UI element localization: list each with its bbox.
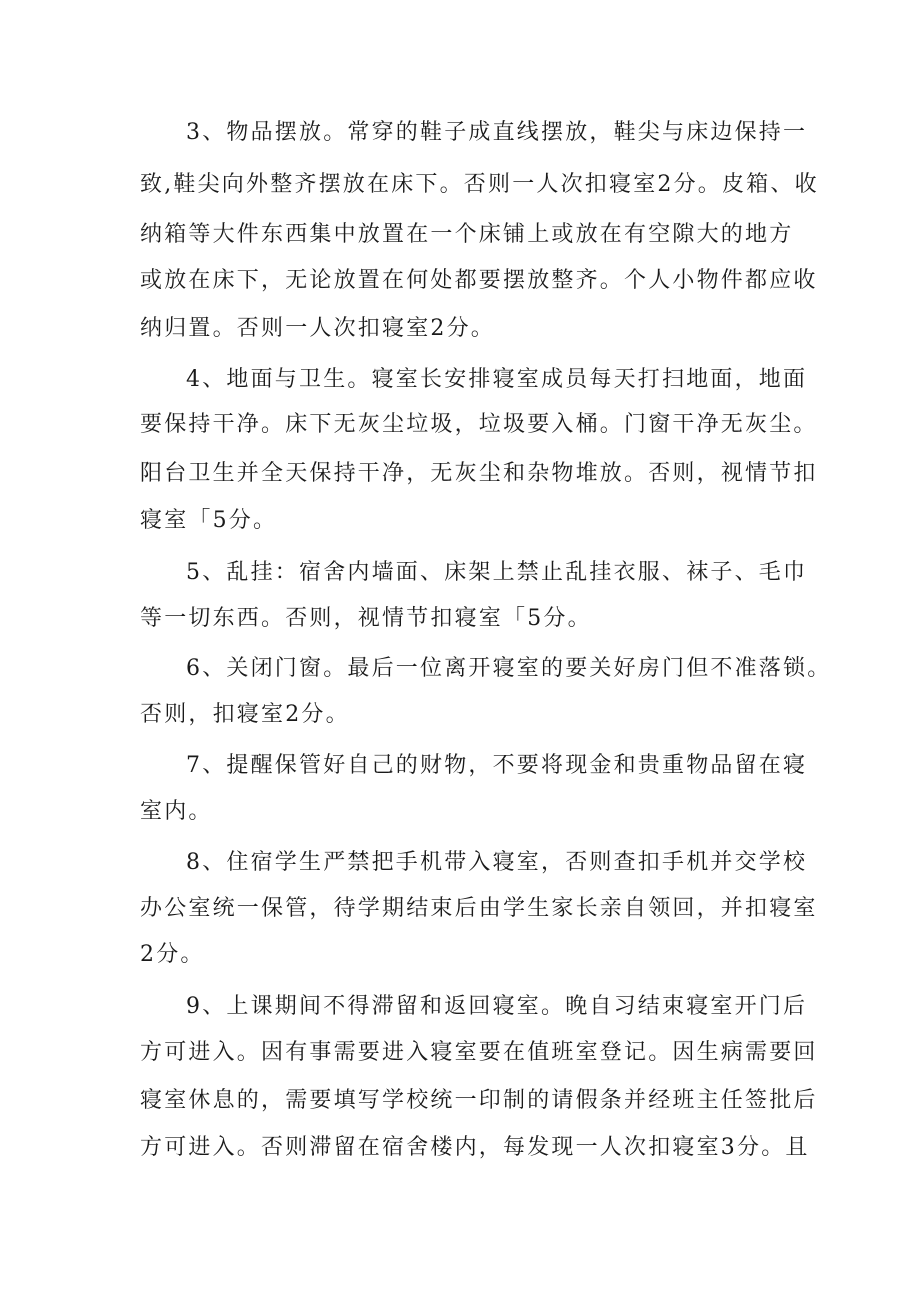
text-line: 否则，扣寝室2分。 bbox=[140, 702, 350, 727]
text-line: 办公室统一保管，待学期结束后由学生家长亲自领回，并扣寝室 bbox=[140, 896, 818, 921]
text-line: 7、提醒保管好自己的财物，不要将现金和贵重物品留在寝 bbox=[186, 753, 808, 778]
text-line: 等一切东西。否则，视情节扣寝室「5分。 bbox=[140, 606, 592, 631]
text-line: 致,鞋尖向外整齐摆放在床下。否则一人次扣寝室2分。皮箱、收 bbox=[140, 172, 819, 197]
text-line: 要保持干净。床下无灰尘垃圾，垃圾要入桶。门窗干净无灰尘。 bbox=[140, 412, 818, 437]
text-line: 8、住宿学生严禁把手机带入寝室，否则查扣手机并交学校 bbox=[186, 850, 808, 875]
text-line: 阳台卫生并全天保持干净，无灰尘和杂物堆放。否则，视情节扣 bbox=[140, 461, 818, 486]
text-line: 室内。 bbox=[140, 799, 213, 824]
text-line: 纳归置。否则一人次扣寝室2分。 bbox=[140, 316, 495, 341]
text-line: 或放在床下，无论放置在何处都要摆放整齐。个人小物件都应收 bbox=[140, 268, 818, 293]
text-line: 寝室「5分。 bbox=[140, 508, 278, 533]
text-line: 6、关闭门窗。最后一位离开寝室的要关好房门但不准落锁。 bbox=[186, 656, 832, 681]
text-line: 4、地面与卫生。寝室长安排寝室成员每天打扫地面，地面 bbox=[186, 367, 808, 392]
text-line: 方可进入。否则滞留在宿舍楼内，每发现一人次扣寝室3分。且 bbox=[140, 1135, 810, 1160]
text-line: 9、上课期间不得滞留和返回寝室。晚自习结束寝室开门后 bbox=[186, 994, 808, 1019]
text-line: 寝室休息的，需要填写学校统一印制的请假条并经班主任签批后 bbox=[140, 1088, 818, 1113]
text-line: 5、乱挂：宿舍内墙面、床架上禁止乱挂衣服、袜子、毛巾 bbox=[186, 560, 808, 585]
text-line: 方可进入。因有事需要进入寝室要在值班室登记。因生病需要回 bbox=[140, 1040, 818, 1065]
text-line: 3、物品摆放。常穿的鞋子成直线摆放，鞋尖与床边保持一 bbox=[186, 120, 808, 145]
text-line: 2分。 bbox=[140, 942, 205, 967]
text-line: 纳箱等大件东西集中放置在一个床铺上或放在有空隙大的地方 bbox=[140, 222, 794, 247]
